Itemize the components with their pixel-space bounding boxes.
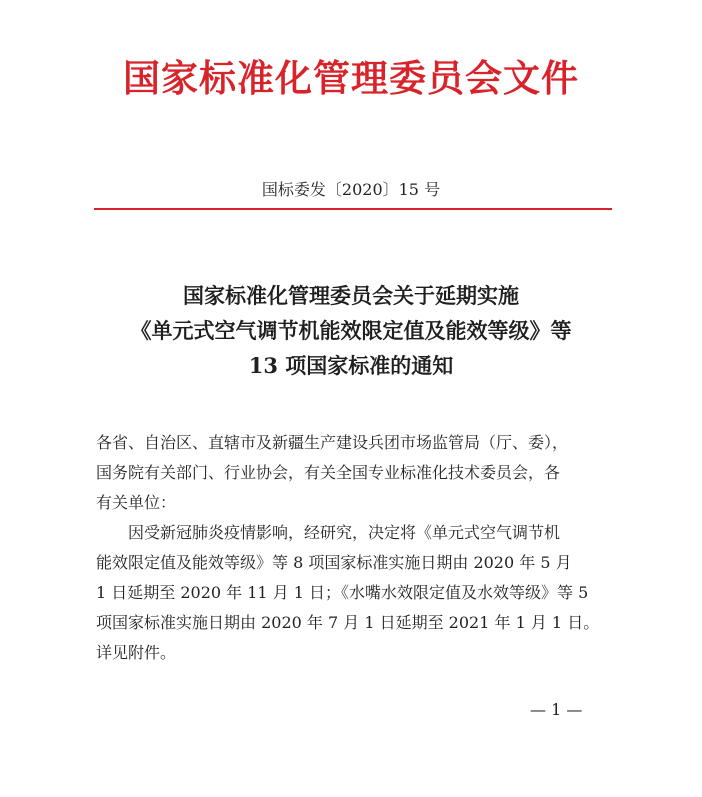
red-divider-line [94,208,612,210]
notice-title-line: 《单元式空气调节机能效限定值及能效等级》等 [130,318,572,343]
notice-body [96,428,612,668]
page-number: — 1 — [530,700,583,719]
notice-title [0,278,702,383]
document-number: 国标委发〔2020〕15 号 [261,180,441,199]
addressee-line: 国务院有关部门、行业协会，有关全国专业标准化技术委员会，各 [96,463,561,482]
body-paragraph-line: 因受新冠肺炎疫情影响，经研究，决定将《单元式空气调节机 [128,523,561,542]
agency-header-title: 国家标准化管理委员会文件 [123,57,579,100]
addressee-line: 有关单位： [96,493,177,512]
body-paragraph-line: 1 日延期至 2020 年 11 月 1 日；《水嘴水效限定值及水效等级》等 5 [96,583,589,602]
body-paragraph-line: 详见附件。 [96,643,177,662]
addressee-line: 各省、自治区、直辖市及新疆生产建设兵团市场监管局（厅、委）， [96,433,569,452]
body-paragraph-line: 项国家标准实施日期由 2020 年 7 月 1 日延期至 2021 年 1 月 1 日。 [96,613,600,632]
body-paragraph-line: 能效限定值及能效等级》等 8 项国家标准实施日期由 2020 年 5 月 [96,553,572,572]
notice-title-line: 国家标准化管理委员会关于延期实施 [183,283,519,308]
notice-title-line: 13 项国家标准的通知 [248,353,454,378]
